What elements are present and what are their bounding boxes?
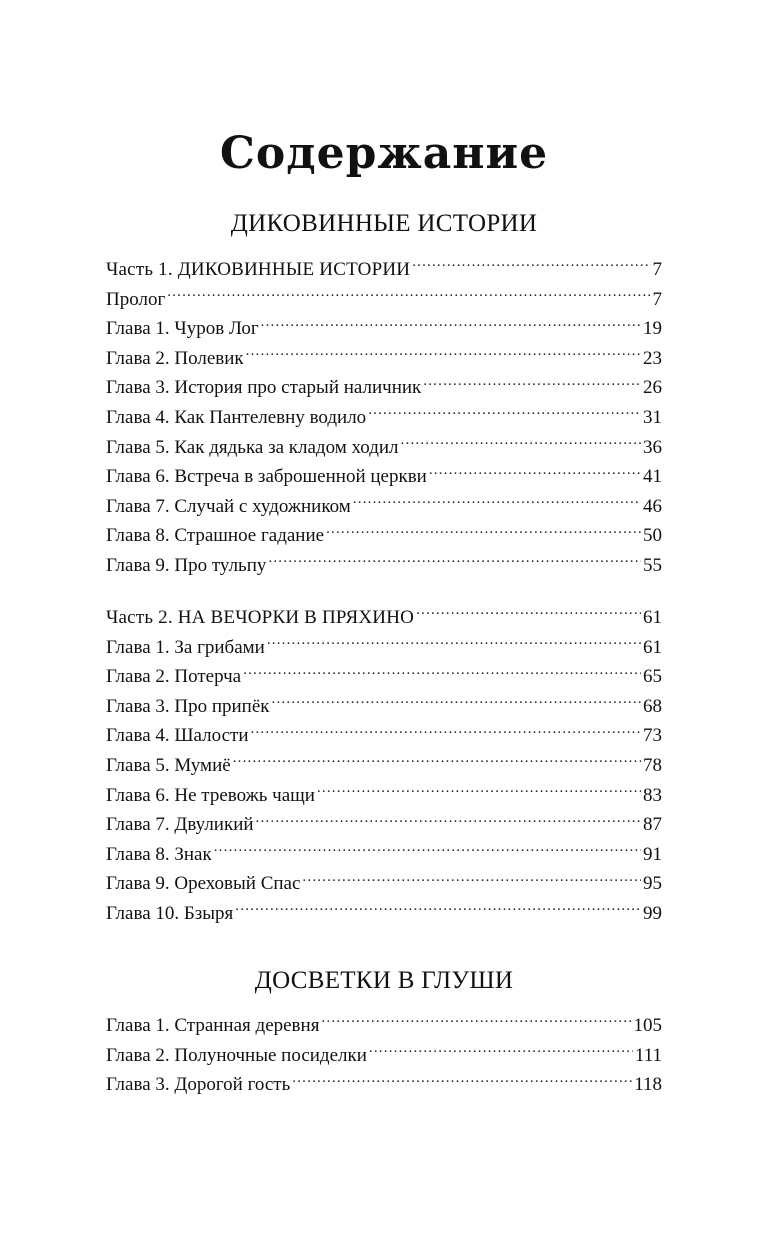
leader-dots [261, 315, 641, 334]
toc-entry[interactable] [106, 521, 662, 551]
toc-entry-page: 95 [643, 873, 662, 895]
toc-entry-page: 61 [643, 636, 662, 658]
toc-entry[interactable] [106, 462, 662, 492]
toc-entry-label: Пролог [106, 288, 166, 310]
leader-dots [246, 345, 641, 364]
toc-entry[interactable] [106, 869, 662, 899]
toc-entry-label: Глава 7. Двуликий [106, 814, 254, 836]
toc-entry-label: Глава 5. Мумиё [106, 754, 231, 776]
toc-entry[interactable] [106, 344, 662, 374]
toc-list-part-2 [106, 603, 662, 929]
toc-entry-label: Глава 3. Дорогой гость [106, 1074, 291, 1096]
toc-entry-page: 7 [652, 259, 662, 280]
toc-entry-label: Глава 10. Бзыря [106, 902, 234, 924]
leader-dots [243, 663, 641, 682]
toc-entry-label: Глава 6. Встреча в заброшенной церкви [106, 466, 427, 488]
toc-entry-page: 36 [643, 436, 662, 458]
leader-dots [214, 841, 641, 860]
leader-dots [235, 900, 641, 919]
toc-entry[interactable] [106, 551, 662, 581]
leader-dots [401, 434, 641, 453]
toc-list-part-1 [106, 255, 662, 581]
toc-entry-label: Глава 9. Ореховый Спас [106, 873, 301, 895]
toc-entry[interactable] [106, 492, 662, 522]
toc-entry-label: Глава 8. Знак [106, 843, 212, 865]
toc-entry-page: 73 [643, 725, 662, 747]
toc-entry-label: Глава 2. Потерча [106, 666, 242, 688]
leader-dots [233, 752, 641, 771]
leader-dots [321, 1012, 631, 1031]
toc-entry-label: Глава 4. Как Пантелевну водило [106, 406, 367, 428]
leader-dots [272, 693, 641, 712]
toc-entry-page: 118 [634, 1074, 662, 1096]
toc-entry[interactable] [106, 721, 662, 751]
toc-entry-page: 23 [643, 347, 662, 369]
toc-entry[interactable] [106, 373, 662, 403]
toc-entry-label: Часть 1. ДИКОВИННЫЕ ИСТОРИИ [106, 259, 411, 280]
toc-entry[interactable] [106, 899, 662, 929]
toc-entry-page: 7 [652, 288, 662, 310]
toc-entry-page: 41 [643, 466, 662, 488]
toc-entry[interactable] [106, 314, 662, 344]
toc-entry-page: 78 [643, 754, 662, 776]
toc-entry[interactable] [106, 692, 662, 722]
leader-dots [368, 404, 641, 423]
toc-entry-page: 50 [643, 525, 662, 547]
toc-entry[interactable] [106, 781, 662, 811]
toc-entry-label: Часть 2. НА ВЕЧОРКИ В ПРЯХИНО [106, 607, 415, 628]
toc-entry[interactable] [106, 433, 662, 463]
toc-entry-page: 87 [643, 814, 662, 836]
leader-dots [251, 722, 642, 741]
toc-entry-page: 99 [643, 902, 662, 924]
toc-entry-page: 19 [643, 318, 662, 340]
toc-entry[interactable] [106, 285, 662, 315]
leader-dots [302, 870, 641, 889]
toc-entry-label: Глава 1. Странная деревня [106, 1015, 320, 1036]
toc-entry-label: Глава 5. Как дядька за кладом ходил [106, 436, 399, 458]
toc-entry[interactable] [106, 840, 662, 870]
leader-dots [292, 1071, 632, 1090]
section-heading-2: ДОСВЕТКИ В ГЛУШИ [254, 967, 514, 994]
leader-dots [369, 1042, 633, 1061]
leader-dots [267, 634, 641, 653]
toc-entry-label: Глава 9. Про тульпу [106, 554, 267, 576]
toc-entry-page: 91 [643, 843, 662, 865]
toc-entry[interactable] [106, 255, 662, 285]
toc-entry[interactable] [106, 603, 662, 633]
leader-dots [412, 256, 650, 275]
leader-dots [423, 374, 641, 393]
leader-dots [167, 286, 650, 305]
toc-entry[interactable] [106, 1070, 662, 1100]
toc-entry-page: 26 [643, 377, 662, 399]
toc-entry-label: Глава 3. История про старый наличник [106, 377, 422, 399]
toc-entry-label: Глава 1. За грибами [106, 636, 265, 658]
toc-entry-label: Глава 3. Про припёк [106, 695, 270, 717]
toc-entry[interactable] [106, 662, 662, 692]
leader-dots [256, 811, 641, 830]
page-title: Содержание [219, 128, 549, 179]
toc-entry-page: 46 [643, 495, 662, 517]
toc-entry-page: 111 [634, 1044, 662, 1066]
toc-entry-page: 68 [643, 695, 662, 717]
leader-dots [416, 604, 641, 623]
toc-entry[interactable] [106, 810, 662, 840]
leader-dots [317, 782, 641, 801]
toc-entry[interactable] [106, 403, 662, 433]
toc-entry-page: 65 [643, 666, 662, 688]
toc-entry-page: 55 [643, 554, 662, 576]
toc-entry[interactable] [106, 633, 662, 663]
toc-entry-label: Глава 2. Полуночные посиделки [106, 1044, 367, 1066]
toc-list-section-2 [106, 1011, 662, 1100]
toc-entry-label: Глава 4. Шалости [106, 725, 249, 747]
toc-entry-label: Глава 2. Полевик [106, 347, 244, 369]
toc-entry[interactable] [106, 751, 662, 781]
toc-entry-page: 61 [643, 607, 662, 628]
leader-dots [268, 552, 641, 571]
leader-dots [326, 522, 641, 541]
toc-entry-label: Глава 1. Чуров Лог [106, 318, 259, 340]
toc-entry-page: 105 [633, 1015, 662, 1036]
toc-entry-page: 31 [643, 406, 662, 428]
toc-entry[interactable] [106, 1011, 662, 1041]
leader-dots [429, 463, 641, 482]
toc-entry[interactable] [106, 1041, 662, 1071]
leader-dots [353, 493, 641, 512]
toc-entry-label: Глава 7. Случай с художником [106, 495, 351, 517]
toc-entry-page: 83 [643, 784, 662, 806]
toc-entry-label: Глава 6. Не тревожь чащи [106, 784, 315, 806]
section-heading-1: ДИКОВИННЫЕ ИСТОРИИ [230, 210, 538, 237]
toc-entry-label: Глава 8. Страшное гадание [106, 525, 325, 547]
